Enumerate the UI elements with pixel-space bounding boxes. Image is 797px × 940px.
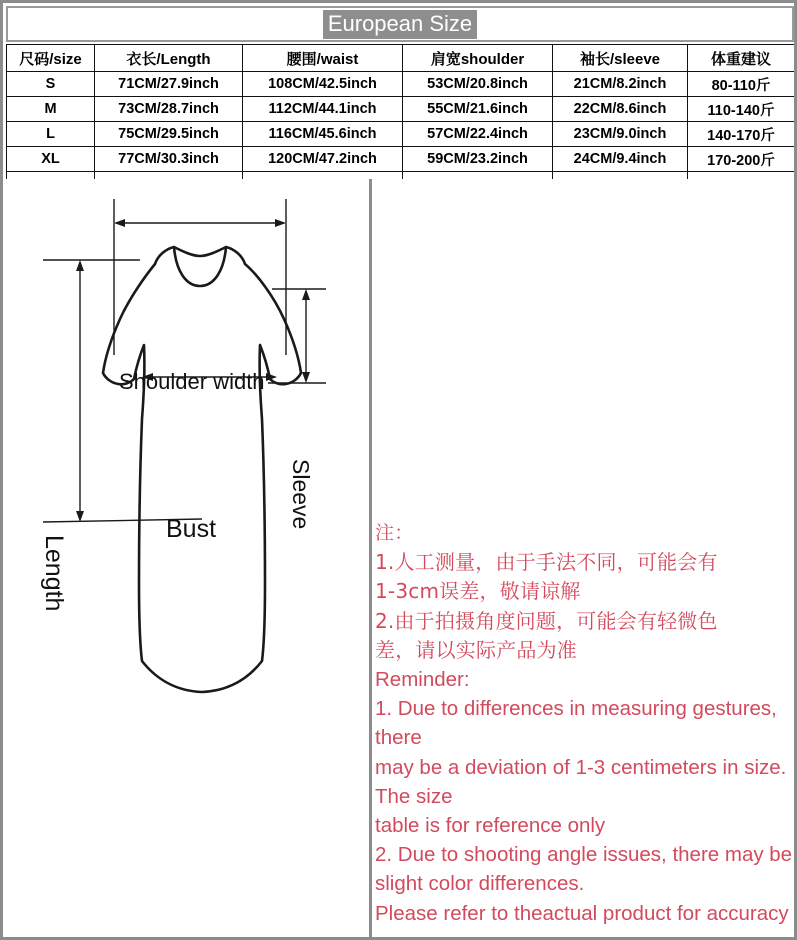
note-line-2: 1-3cm误差，敬请谅解 — [375, 579, 581, 604]
note-line-12: slight color differences. — [375, 872, 585, 896]
column-header-sleeve: 袖长/sleeve — [553, 45, 688, 72]
cell-size: XL — [7, 147, 95, 172]
page-title: European Size — [323, 10, 477, 39]
table-row — [7, 97, 795, 122]
table-row — [7, 72, 795, 97]
cell-waist: 112CM/44.1inch — [243, 97, 403, 122]
cell-shoulder: 57CM/22.4inch — [403, 122, 553, 147]
cell-weight: 170-200斤 — [688, 147, 795, 172]
note-line-9: The size — [375, 784, 453, 808]
cell-weight: 110-140斤 — [688, 97, 795, 122]
cell-sleeve: 21CM/8.2inch — [553, 72, 688, 97]
cell-length: 73CM/28.7inch — [95, 97, 243, 122]
note-line-4: 差，请以实际产品为准 — [375, 637, 577, 662]
tshirt-measurement-diagram — [6, 179, 369, 937]
lower-content — [6, 179, 794, 937]
cell-size: S — [7, 72, 95, 97]
cell-waist: 120CM/47.2inch — [243, 147, 403, 172]
note-line-8: may be a deviation of 1-3 centimeters in size. — [375, 755, 787, 779]
note-line-7: there — [375, 726, 422, 750]
note-line-5: Reminder: — [375, 668, 470, 692]
column-header-waist: 腰围/waist — [243, 45, 403, 72]
column-header-size: 尺码/size — [7, 45, 95, 72]
cell-waist: 108CM/42.5inch — [243, 72, 403, 97]
cell-sleeve: 23CM/9.0inch — [553, 122, 688, 147]
cell-length: 71CM/27.9inch — [95, 72, 243, 97]
label-sleeve: Sleeve — [288, 459, 314, 530]
cell-shoulder: 55CM/21.6inch — [403, 97, 553, 122]
cell-waist: 116CM/45.6inch — [243, 122, 403, 147]
note-line-6: 1. Due to differences in measuring gestures, — [375, 697, 777, 721]
note-line-0: 注： — [375, 522, 414, 544]
note-line-3: 2.由于拍摄角度问题，可能会有轻微色 — [375, 608, 718, 633]
note-line-11: 2. Due to shooting angle issues, there may be — [375, 843, 793, 867]
cell-sleeve: 22CM/8.6inch — [553, 97, 688, 122]
table-header-row — [7, 45, 795, 72]
notes-panel — [372, 179, 794, 937]
table-row — [7, 147, 795, 172]
label-bust: Bust — [166, 515, 217, 543]
note-line-13: Please refer to theactual product for accuracy — [375, 901, 789, 925]
cell-length: 75CM/29.5inch — [95, 122, 243, 147]
column-header-weight: 体重建议 — [688, 45, 795, 72]
cell-length: 77CM/30.3inch — [95, 147, 243, 172]
note-line-1: 1.人工测量，由于手法不同，可能会有 — [375, 550, 718, 575]
label-shoulder-width: Shoulder width — [119, 369, 265, 394]
cell-weight: 80-110斤 — [688, 72, 795, 97]
cell-weight: 140-170斤 — [688, 122, 795, 147]
title-bar — [6, 6, 794, 42]
column-header-length: 衣长/Length — [95, 45, 243, 72]
cell-size: M — [7, 97, 95, 122]
label-length: Length — [40, 535, 68, 612]
table-row — [7, 122, 795, 147]
cell-shoulder: 53CM/20.8inch — [403, 72, 553, 97]
cell-sleeve: 24CM/9.4inch — [553, 147, 688, 172]
cell-shoulder: 59CM/23.2inch — [403, 147, 553, 172]
column-header-shoulder: 肩宽shoulder — [403, 45, 553, 72]
note-line-10: table is for reference only — [375, 814, 606, 838]
cell-size: L — [7, 122, 95, 147]
